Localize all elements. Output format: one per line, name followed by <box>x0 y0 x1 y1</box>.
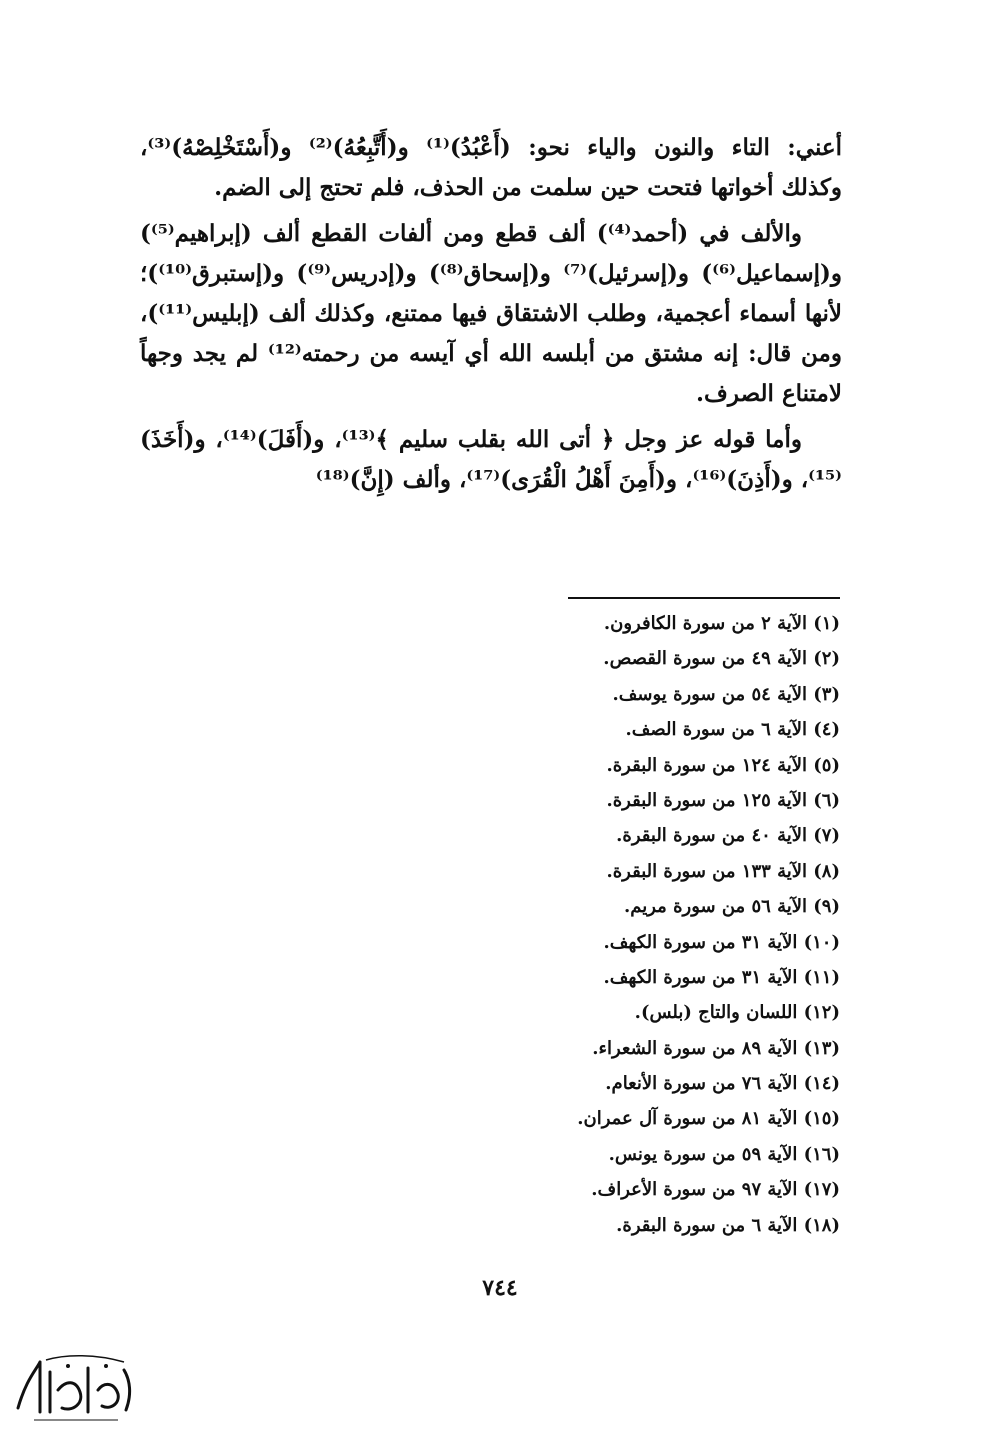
footnote-item: (١٣) الآية ٨٩ من سورة الشعراء. <box>592 1037 840 1059</box>
calligraphy-logo-icon <box>6 1350 146 1430</box>
footnote-item: (١٤) الآية ٧٦ من سورة الأنعام. <box>605 1073 840 1095</box>
footnote-item: (١٠) الآية ٣١ من سورة الكهف. <box>603 931 840 953</box>
paragraph-2: والألف في (أحمد⁽⁴⁾) ألف قطع ومن ألفات القطع ألف (إبراهيم⁽⁵⁾) و(إسماعيل⁽⁶⁾) و(إسرئيل)⁽⁷⁾ و(إسحاق⁽⁸⁾) و(إدريس⁽⁹⁾) و(إستبرق⁽¹⁰⁾)؛ لأنها أسماء أعجمية، وطلب الاشتقاق فيها ممتنع، وكذلك ألف (إبليس⁽¹¹⁾)، ومن قال: إنه مشتق من أبلسه الله أي آيسه من رحمته⁽¹²⁾ لم يجد وجهاً لامتناع الصرف. <box>140 220 842 407</box>
footnote-item: (٧) الآية ٤٠ من سورة البقرة. <box>616 825 840 847</box>
footnote-item: (٩) الآية ٥٦ من سورة مريم. <box>623 896 840 918</box>
paragraph-1: أعني: التاء والنون والياء نحو: (أَعْبُدُ)⁽¹⁾ و(أَتَّبِعُهُ)⁽²⁾ و(أَسْتَخْلِصْهُ)⁽³⁾، وكذلك أخواتها فتحت حين سلمت من الحذف، فلم تحتج إلى الضم. <box>140 134 842 201</box>
footnote-item: (٦) الآية ١٢٥ من سورة البقرة. <box>606 789 840 811</box>
footnotes-list <box>420 606 840 1243</box>
footnote-item: (١٨) الآية ٦ من سورة البقرة. <box>616 1214 840 1236</box>
footnote-item: (١١) الآية ٣١ من سورة الكهف. <box>603 966 840 988</box>
footnote-item: (١٥) الآية ٨١ من سورة آل عمران. <box>577 1108 840 1130</box>
paragraph-3: وأما قوله عز وجل ﴿ أتى الله بقلب سليم ﴾⁽¹³⁾، و(أَفَلَ)⁽¹⁴⁾، و(أَخَذَ)⁽¹⁵⁾، و(أَذِنَ)⁽¹⁶⁾، و(أَمِنَ أَهْلُ الْقُرَى)⁽¹⁷⁾، وألف (إِنَّ)⁽¹⁸⁾ <box>140 426 842 493</box>
page-number: ٧٤٤ <box>482 1275 518 1301</box>
footnote-item: (٤) الآية ٦ من سورة الصف. <box>625 719 840 741</box>
main-text <box>140 128 842 500</box>
footnote-divider <box>568 597 840 599</box>
footnote-item: (٣) الآية ٥٤ من سورة يوسف. <box>612 683 840 705</box>
footnote-item: (١٧) الآية ٩٧ من سورة الأعراف. <box>591 1179 840 1201</box>
footnote-item: (١٦) الآية ٥٩ من سورة يونس. <box>608 1143 840 1165</box>
footnote-item: (٢) الآية ٤٩ من سورة القصص. <box>603 648 840 670</box>
footnote-item: (٥) الآية ١٢٤ من سورة البقرة. <box>606 754 840 776</box>
footnote-item: (٨) الآية ١٣٣ من سورة البقرة. <box>606 860 840 882</box>
footnote-item: (١٢) اللسان والتاج (بلس). <box>634 1002 840 1024</box>
footnote-item: (١) الآية ٢ من سورة الكافرون. <box>603 613 840 634</box>
